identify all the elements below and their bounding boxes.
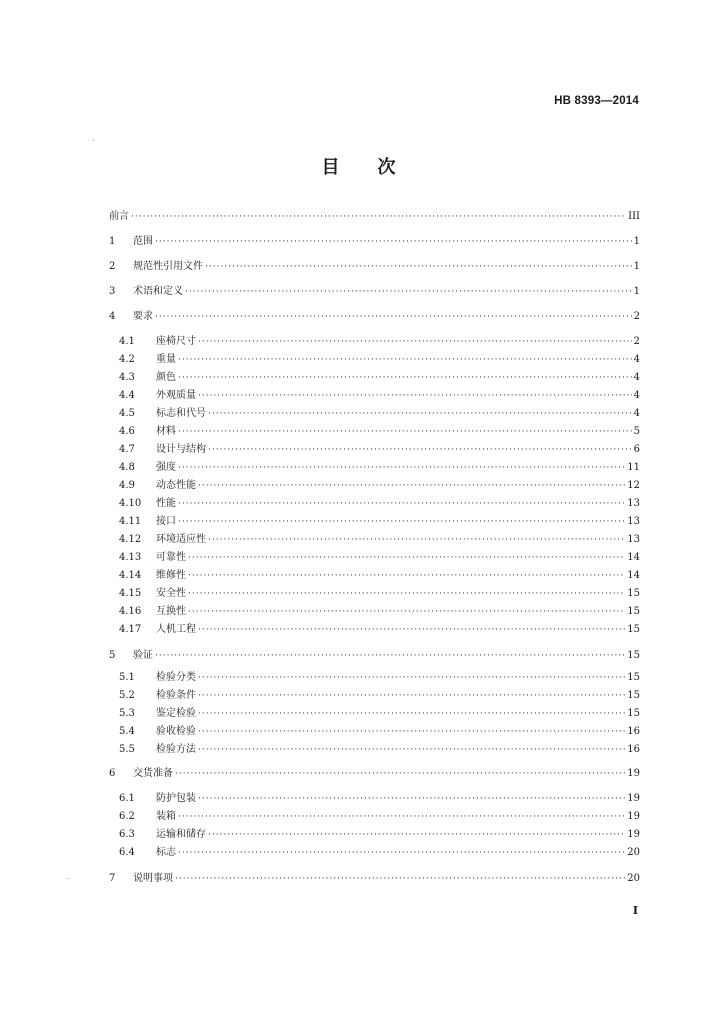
toc-entry-page: 15 xyxy=(627,672,640,683)
toc-entry-number: 4.7 xyxy=(119,444,135,455)
dot-leader xyxy=(198,390,632,402)
toc-entry-page: 16 xyxy=(627,744,640,755)
toc-entry-number: 4.12 xyxy=(119,534,142,545)
toc-entry-page: 16 xyxy=(627,726,640,737)
dot-leader xyxy=(198,672,625,684)
toc-entry-label: 接口 xyxy=(156,516,176,527)
toc-entry-label: 设计与结构 xyxy=(156,444,206,455)
toc-entry-label: 环境适应性 xyxy=(156,534,206,545)
document-code: HB 8393—2014 xyxy=(554,95,639,107)
toc-entry-page: 5 xyxy=(633,426,640,437)
toc-entry-label: 规范性引用文件 xyxy=(133,261,203,272)
toc-entry-label: 前言 xyxy=(109,211,129,222)
toc-entry-label: 互换性 xyxy=(156,606,186,617)
toc-entry-page: 14 xyxy=(627,570,640,581)
toc-entry-label: 验收检验 xyxy=(156,726,196,737)
toc-entry[interactable] xyxy=(119,588,640,600)
toc-entry-page: 13 xyxy=(627,516,640,527)
dot-leader xyxy=(185,286,632,298)
dot-leader xyxy=(188,552,625,564)
toc-entry[interactable] xyxy=(119,462,640,474)
dot-leader xyxy=(178,426,632,438)
scan-speck xyxy=(67,878,68,879)
toc-entry-page: 19 xyxy=(627,811,640,822)
toc-entry[interactable] xyxy=(119,516,640,528)
toc-entry-page: 14 xyxy=(627,552,640,563)
dot-leader xyxy=(188,606,625,618)
toc-entry-label: 鉴定检验 xyxy=(156,708,196,719)
dot-leader xyxy=(188,588,625,600)
toc-entry-page: 1 xyxy=(633,286,640,297)
toc-entry-page: 4 xyxy=(633,372,640,383)
toc-entry-number: 6.1 xyxy=(119,793,135,804)
toc-entry-number: 2 xyxy=(109,261,116,272)
toc-entry-number: 4.14 xyxy=(119,570,142,581)
dot-leader xyxy=(175,873,625,885)
dot-leader xyxy=(178,498,625,510)
toc-entry-number: 5 xyxy=(109,650,116,661)
toc-entry[interactable] xyxy=(109,873,640,885)
toc-entry[interactable] xyxy=(119,444,640,456)
toc-entry-label: 强度 xyxy=(156,462,176,473)
dot-leader xyxy=(205,261,632,273)
dot-leader xyxy=(178,354,632,366)
page-number: I xyxy=(632,904,638,917)
dot-leader xyxy=(155,311,632,323)
toc-entry-number: 7 xyxy=(109,873,116,884)
toc-entry-page: 2 xyxy=(633,311,640,322)
toc-entry-page: 1 xyxy=(633,236,640,247)
toc-entry[interactable] xyxy=(119,480,640,492)
toc-entry-page: 19 xyxy=(627,829,640,840)
toc-entry-page: 15 xyxy=(627,588,640,599)
toc-entry[interactable] xyxy=(109,261,640,273)
toc-entry-page: 15 xyxy=(627,606,640,617)
dot-leader xyxy=(198,726,625,738)
toc-entry-page: 13 xyxy=(627,534,640,545)
toc-entry-page: 4 xyxy=(633,354,640,365)
toc-entry[interactable] xyxy=(119,690,640,702)
toc-entry-number: 4.10 xyxy=(119,498,142,509)
toc-entry-number: 4.5 xyxy=(119,408,135,419)
toc-entry-page: 15 xyxy=(627,624,640,635)
toc-entry-label: 标志 xyxy=(156,847,176,858)
toc-entry-number: 6.4 xyxy=(119,847,135,858)
toc-entry-page: 20 xyxy=(627,847,640,858)
toc-entry-page: 6 xyxy=(633,444,640,455)
toc-entry-number: 4.1 xyxy=(119,336,135,347)
dot-leader xyxy=(198,708,625,720)
toc-entry-page: 19 xyxy=(627,768,640,779)
toc-entry[interactable] xyxy=(119,624,640,636)
toc-entry-page: 11 xyxy=(627,462,640,473)
dot-leader xyxy=(198,336,632,348)
dot-leader xyxy=(155,650,625,662)
dot-leader xyxy=(178,811,625,823)
dot-leader xyxy=(198,744,625,756)
toc-entry-label: 要求 xyxy=(133,311,153,322)
toc-entry-label: 防护包装 xyxy=(156,793,196,804)
toc-entry-number: 4.2 xyxy=(119,354,135,365)
toc-entry-number: 5.1 xyxy=(119,672,135,683)
toc-entry[interactable] xyxy=(109,211,640,223)
toc-entry[interactable] xyxy=(119,570,640,582)
toc-entry-number: 5.3 xyxy=(119,708,135,719)
toc-entry[interactable] xyxy=(119,498,640,510)
toc-entry-number: 1 xyxy=(109,236,116,247)
toc-entry-label: 人机工程 xyxy=(156,624,196,635)
toc-entry[interactable] xyxy=(119,408,640,420)
toc-entry-label: 可靠性 xyxy=(156,552,186,563)
dot-leader xyxy=(178,372,632,384)
dot-leader xyxy=(198,480,625,492)
toc-title-part2: 次 xyxy=(377,157,396,178)
toc-entry[interactable] xyxy=(109,650,640,662)
toc-entry-page: 12 xyxy=(627,480,640,491)
toc-entry[interactable] xyxy=(119,829,640,841)
toc-entry[interactable] xyxy=(119,847,640,859)
toc-entry[interactable] xyxy=(119,336,640,348)
toc-entry-label: 范围 xyxy=(133,236,153,247)
dot-leader xyxy=(155,236,632,248)
dot-leader xyxy=(208,444,632,456)
toc-entry-number: 4 xyxy=(109,311,116,322)
toc-entry-page: 15 xyxy=(627,650,640,661)
toc-entry-number: 4.9 xyxy=(119,480,135,491)
toc-entry-number: 3 xyxy=(109,286,116,297)
toc-entry-number: 4.17 xyxy=(119,624,142,635)
toc-entry-page: III xyxy=(628,211,640,222)
dot-leader xyxy=(131,211,626,223)
toc-entry-label: 标志和代号 xyxy=(156,408,206,419)
toc-entry[interactable] xyxy=(119,426,640,438)
toc-entry-page: 19 xyxy=(627,793,640,804)
dot-leader xyxy=(208,408,632,420)
dot-leader xyxy=(208,534,625,546)
toc-title-part1: 目 xyxy=(321,157,340,178)
toc-entry[interactable] xyxy=(109,236,640,248)
dot-leader xyxy=(178,516,625,528)
toc-entry[interactable] xyxy=(119,744,640,756)
toc-entry[interactable] xyxy=(119,534,640,546)
toc-entry-number: 6.2 xyxy=(119,811,135,822)
toc-entry-number: 6 xyxy=(109,768,116,779)
toc-entry-number: 6.3 xyxy=(119,829,135,840)
toc-entry-label: 维修性 xyxy=(156,570,186,581)
toc-entry-number: 4.13 xyxy=(119,552,142,563)
dot-leader xyxy=(188,570,625,582)
dot-leader xyxy=(208,829,625,841)
toc-entry[interactable] xyxy=(119,354,640,366)
dot-leader xyxy=(198,624,625,636)
toc-entry-label: 材料 xyxy=(156,426,176,437)
toc-entry-number: 4.11 xyxy=(119,516,142,527)
toc-entry-label: 座椅尺寸 xyxy=(156,336,196,347)
toc-entry-page: 4 xyxy=(633,390,640,401)
toc-entry-page: 4 xyxy=(633,408,640,419)
toc-entry[interactable] xyxy=(119,606,640,618)
toc-entry[interactable] xyxy=(119,390,640,402)
toc-entry[interactable] xyxy=(119,552,640,564)
toc-entry-page: 15 xyxy=(627,708,640,719)
dot-leader xyxy=(198,690,625,702)
toc-entry-label: 性能 xyxy=(156,498,176,509)
scan-speck xyxy=(93,140,94,141)
toc-entry-label: 安全性 xyxy=(156,588,186,599)
toc-entry[interactable] xyxy=(119,811,640,823)
toc-entry-label: 重量 xyxy=(156,354,176,365)
toc-entry-label: 颜色 xyxy=(156,372,176,383)
toc-entry-label: 运输和储存 xyxy=(156,829,206,840)
toc-entry-label: 术语和定义 xyxy=(133,286,183,297)
toc-entry-label: 交货准备 xyxy=(133,768,173,779)
toc-entry-number: 4.8 xyxy=(119,462,135,473)
toc-entry[interactable] xyxy=(119,672,640,684)
toc-entry[interactable] xyxy=(109,311,640,323)
toc-entry-label: 验证 xyxy=(133,650,153,661)
toc-entry-number: 5.5 xyxy=(119,744,135,755)
toc-entry[interactable] xyxy=(119,372,640,384)
toc-entry-label: 检验方法 xyxy=(156,744,196,755)
toc-entry-number: 4.16 xyxy=(119,606,142,617)
toc-entry-number: 4.6 xyxy=(119,426,135,437)
toc-entry-number: 4.4 xyxy=(119,390,135,401)
dot-leader xyxy=(178,462,625,474)
toc-entry[interactable] xyxy=(109,768,640,780)
toc-entry-number: 5.4 xyxy=(119,726,135,737)
toc-entry[interactable] xyxy=(119,726,640,738)
toc-entry-label: 动态性能 xyxy=(156,480,196,491)
toc-entry[interactable] xyxy=(119,708,640,720)
toc-entry-number: 4.15 xyxy=(119,588,142,599)
toc-entry[interactable] xyxy=(119,793,640,805)
toc-entry-page: 2 xyxy=(633,336,640,347)
toc-entry-page: 1 xyxy=(633,261,640,272)
toc-entry-page: 20 xyxy=(627,873,640,884)
toc-entry-label: 外观质量 xyxy=(156,390,196,401)
toc-entry-label: 装箱 xyxy=(156,811,176,822)
toc-entry-page: 15 xyxy=(627,690,640,701)
dot-leader xyxy=(175,768,625,780)
toc-entry-label: 检验条件 xyxy=(156,690,196,701)
toc-entry-number: 5.2 xyxy=(119,690,135,701)
toc-entry-page: 13 xyxy=(627,498,640,509)
toc-entry-number: 4.3 xyxy=(119,372,135,383)
toc-entry-label: 检验分类 xyxy=(156,672,196,683)
dot-leader xyxy=(178,847,625,859)
toc-entry-label: 说明事项 xyxy=(133,873,173,884)
toc-entry[interactable] xyxy=(109,286,640,298)
dot-leader xyxy=(198,793,625,805)
